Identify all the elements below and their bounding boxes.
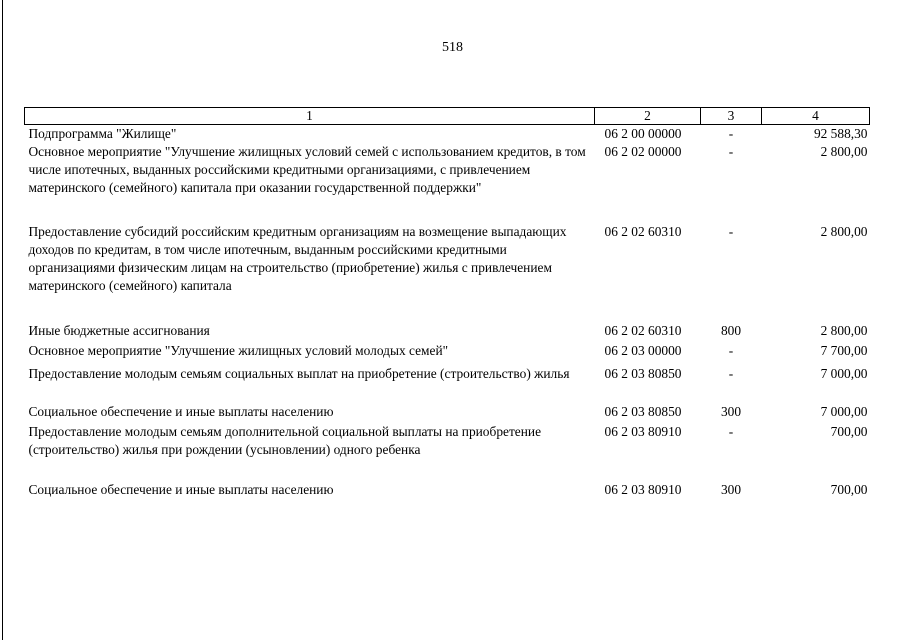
- row-code: 06 2 02 60310: [604, 224, 682, 239]
- row-name: Социальное обеспечение и иные выплаты населению: [28, 482, 334, 497]
- table-row: [25, 342, 870, 365]
- row-code: 06 2 03 80850: [604, 366, 682, 381]
- row-code: 06 2 00 00000: [604, 126, 682, 141]
- row-name: Основное мероприятие "Улучшение жилищных условий молодых семей": [28, 343, 449, 358]
- row-name: Предоставление субсидий российским кредитным организациям на возмещение выпадающих доходов по кредитам, в том числе ипотечным, выданным российскими кредитными организациями физическим лицам на строительство (приобретение) жилья с привлечением материнского (семейного) капитала: [28, 224, 567, 293]
- row-code: 06 2 03 80850: [604, 404, 682, 419]
- row-name: Предоставление молодым семьям дополнительной социальной выплаты на приобретение (строительство) жилья при рождении (усыновлении) одного ребенка: [28, 424, 542, 457]
- table-header-row: [25, 108, 870, 125]
- row-amount: 7 000,00: [820, 404, 868, 419]
- table-row: [25, 125, 870, 144]
- row-code: 06 2 03 80910: [604, 424, 682, 439]
- row-type: -: [728, 126, 734, 141]
- table-row: [25, 403, 870, 423]
- row-amount: 7 000,00: [820, 366, 868, 381]
- row-type: -: [728, 224, 734, 239]
- row-type: -: [728, 144, 734, 159]
- table-row: [25, 481, 870, 501]
- page-number: 518: [442, 40, 463, 55]
- header-col-1: 1: [25, 108, 595, 125]
- row-name: Предоставление молодым семьям социальных выплат на приобретение (строительство) жилья: [28, 366, 570, 381]
- row-name: Иные бюджетные ассигнования: [28, 323, 210, 338]
- row-name: Подпрограмма "Жилище": [28, 126, 177, 141]
- row-amount: 700,00: [830, 482, 868, 497]
- page-edge-line: [2, 0, 3, 640]
- row-code: 06 2 02 60310: [604, 323, 682, 338]
- row-type: 800: [720, 323, 742, 338]
- header-col-3: 3: [701, 108, 762, 125]
- row-type: 300: [720, 404, 742, 419]
- table-row: [25, 423, 870, 481]
- row-code: 06 2 03 80910: [604, 482, 682, 497]
- table-row: [25, 143, 870, 223]
- row-amount: 2 800,00: [820, 144, 868, 159]
- row-amount: 92 588,30: [813, 126, 868, 141]
- row-type: -: [728, 424, 734, 439]
- header-col-2: 2: [595, 108, 701, 125]
- row-name: Основное мероприятие "Улучшение жилищных условий семей с использованием кредитов, в том числе ипотечных, выданных российскими кредитными организациями, с привлечением материнского (семейного) капитала при оказании государственной поддержки": [28, 144, 586, 195]
- table-row: [25, 365, 870, 403]
- row-code: 06 2 03 00000: [604, 343, 682, 358]
- row-type: -: [728, 366, 734, 381]
- row-name: Социальное обеспечение и иные выплаты населению: [28, 404, 334, 419]
- table-row: [25, 322, 870, 342]
- budget-table: [24, 107, 870, 501]
- row-type: 300: [720, 482, 742, 497]
- row-amount: 7 700,00: [820, 343, 868, 358]
- header-col-4: 4: [762, 108, 870, 125]
- row-amount: 700,00: [830, 424, 868, 439]
- table-row: [25, 223, 870, 322]
- row-amount: 2 800,00: [820, 224, 868, 239]
- row-type: -: [728, 343, 734, 358]
- row-code: 06 2 02 00000: [604, 144, 682, 159]
- row-amount: 2 800,00: [820, 323, 868, 338]
